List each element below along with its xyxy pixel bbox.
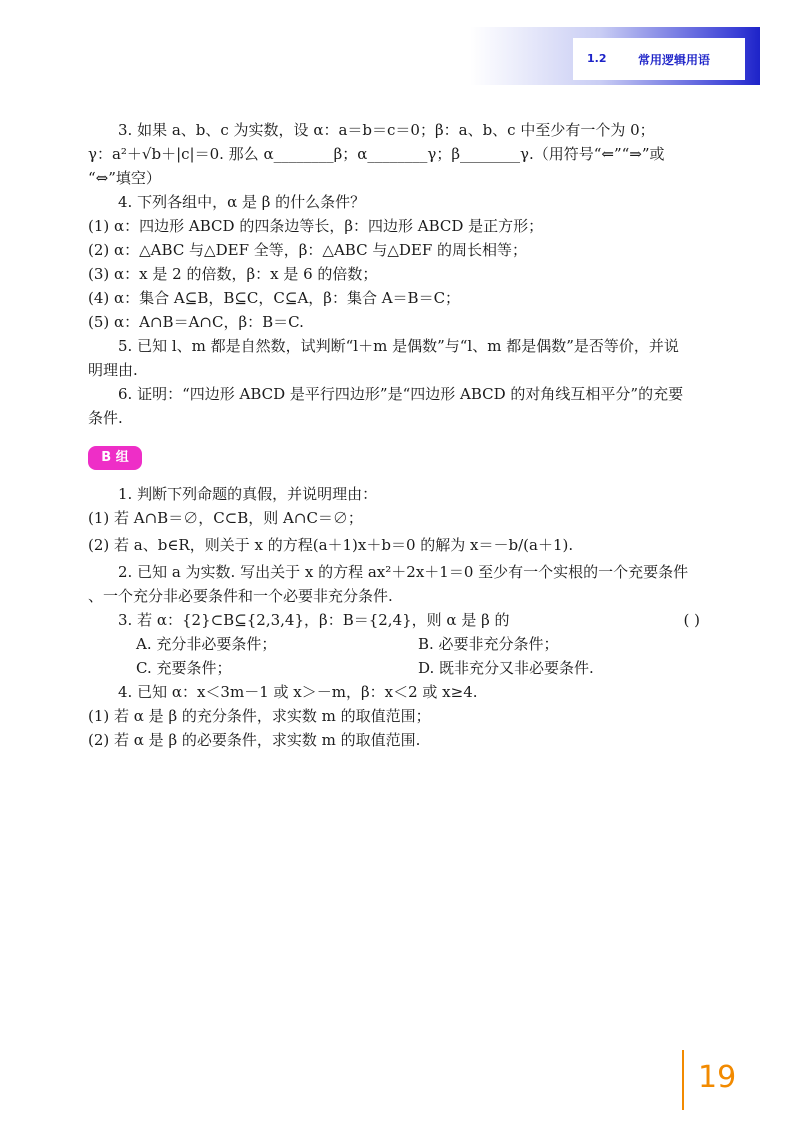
group-b-badge: B 组 [88, 446, 142, 470]
b-q3-option-c: C. 充要条件； [136, 659, 232, 677]
a-q3-line2: γ：a²＋√b＋|c|＝0. 那么 α________β；α________γ；β________γ.（用符号“⇐”“⇒”或 [88, 145, 665, 163]
b-q4-stem: 4. 已知 α：x＜3m－1 或 x＞－m，β：x＜2 或 x≥4. [118, 683, 478, 701]
b-q1-item-1: (1) 若 A∩B＝∅，C⊂B，则 A∩C＝∅； [88, 509, 363, 527]
b-q2-line2: 、一个充分非必要条件和一个必要非充分条件. [88, 587, 393, 605]
a-q4-item-2: (2) α：△ABC 与△DEF 全等，β：△ABC 与△DEF 的周长相等； [88, 241, 528, 259]
b-q3-option-d: D. 既非充分又非必要条件. [418, 659, 594, 677]
a-q4-stem: 4. 下列各组中，α 是 β 的什么条件？ [118, 193, 366, 211]
a-q5-line2: 明理由. [88, 361, 138, 379]
b-q3-option-b: B. 必要非充分条件； [418, 635, 559, 653]
b-q3-options-row-2 [88, 656, 700, 680]
b-q3-options-row-1 [88, 632, 700, 656]
a-q4-item-4: (4) α：集合 A⊆B，B⊆C，C⊆A，β：集合 A＝B＝C； [88, 289, 461, 307]
section-title: 常用逻辑用语 [638, 53, 711, 67]
a-q6-line1: 6. 证明：“四边形 ABCD 是平行四边形”是“四边形 ABCD 的对角线互相平分”的充要 [118, 385, 684, 403]
b-q4-item-1: (1) 若 α 是 β 的充分条件，求实数 m 的取值范围； [88, 707, 431, 725]
section-number: 1.2 [587, 52, 607, 65]
page-number: 19 [698, 1060, 737, 1095]
b-q4-item-2: (2) 若 α 是 β 的必要条件，求实数 m 的取值范围. [88, 731, 421, 749]
b-q1-item-2: (2) 若 a、b∈R，则关于 x 的方程(a＋1)x＋b＝0 的解为 x＝－b/(a＋1). [88, 536, 574, 554]
a-q3-line1: 3. 如果 a、b、c 为实数，设 α：a＝b＝c＝0；β：a、b、c 中至少有一个为 0； [118, 121, 655, 139]
b-q3-answer-paren: ( ) [683, 611, 700, 629]
b-q3-row [88, 608, 700, 632]
b-q3-option-a: A. 充分非必要条件； [136, 635, 277, 653]
b-q3-stem: 3. 若 α：{2}⊂B⊆{2,3,4}，β：B＝{2,4}，则 α 是 β 的 [118, 611, 510, 629]
exercise-content [88, 118, 700, 752]
page-number-rule [682, 1050, 684, 1110]
a-q4-item-3: (3) α：x 是 2 的倍数，β：x 是 6 的倍数； [88, 265, 378, 283]
b-q2-line1: 2. 已知 a 为实数. 写出关于 x 的方程 ax²＋2x＋1＝0 至少有一个实根的一个充要条件 [118, 563, 689, 581]
b-q1-stem: 1. 判断下列命题的真假，并说明理由： [118, 485, 378, 503]
a-q5-line1: 5. 已知 l、m 都是自然数，试判断“l＋m 是偶数”与“l、m 都是偶数”是否等价，并说 [118, 337, 679, 355]
a-q6-line2: 条件. [88, 409, 123, 427]
a-q3-line3: “⇔”填空） [88, 169, 161, 187]
a-q4-item-1: (1) α：四边形 ABCD 的四条边等长，β：四边形 ABCD 是正方形； [88, 217, 544, 235]
a-q4-item-5: (5) α：A∩B＝A∩C，β：B＝C. [88, 313, 304, 331]
